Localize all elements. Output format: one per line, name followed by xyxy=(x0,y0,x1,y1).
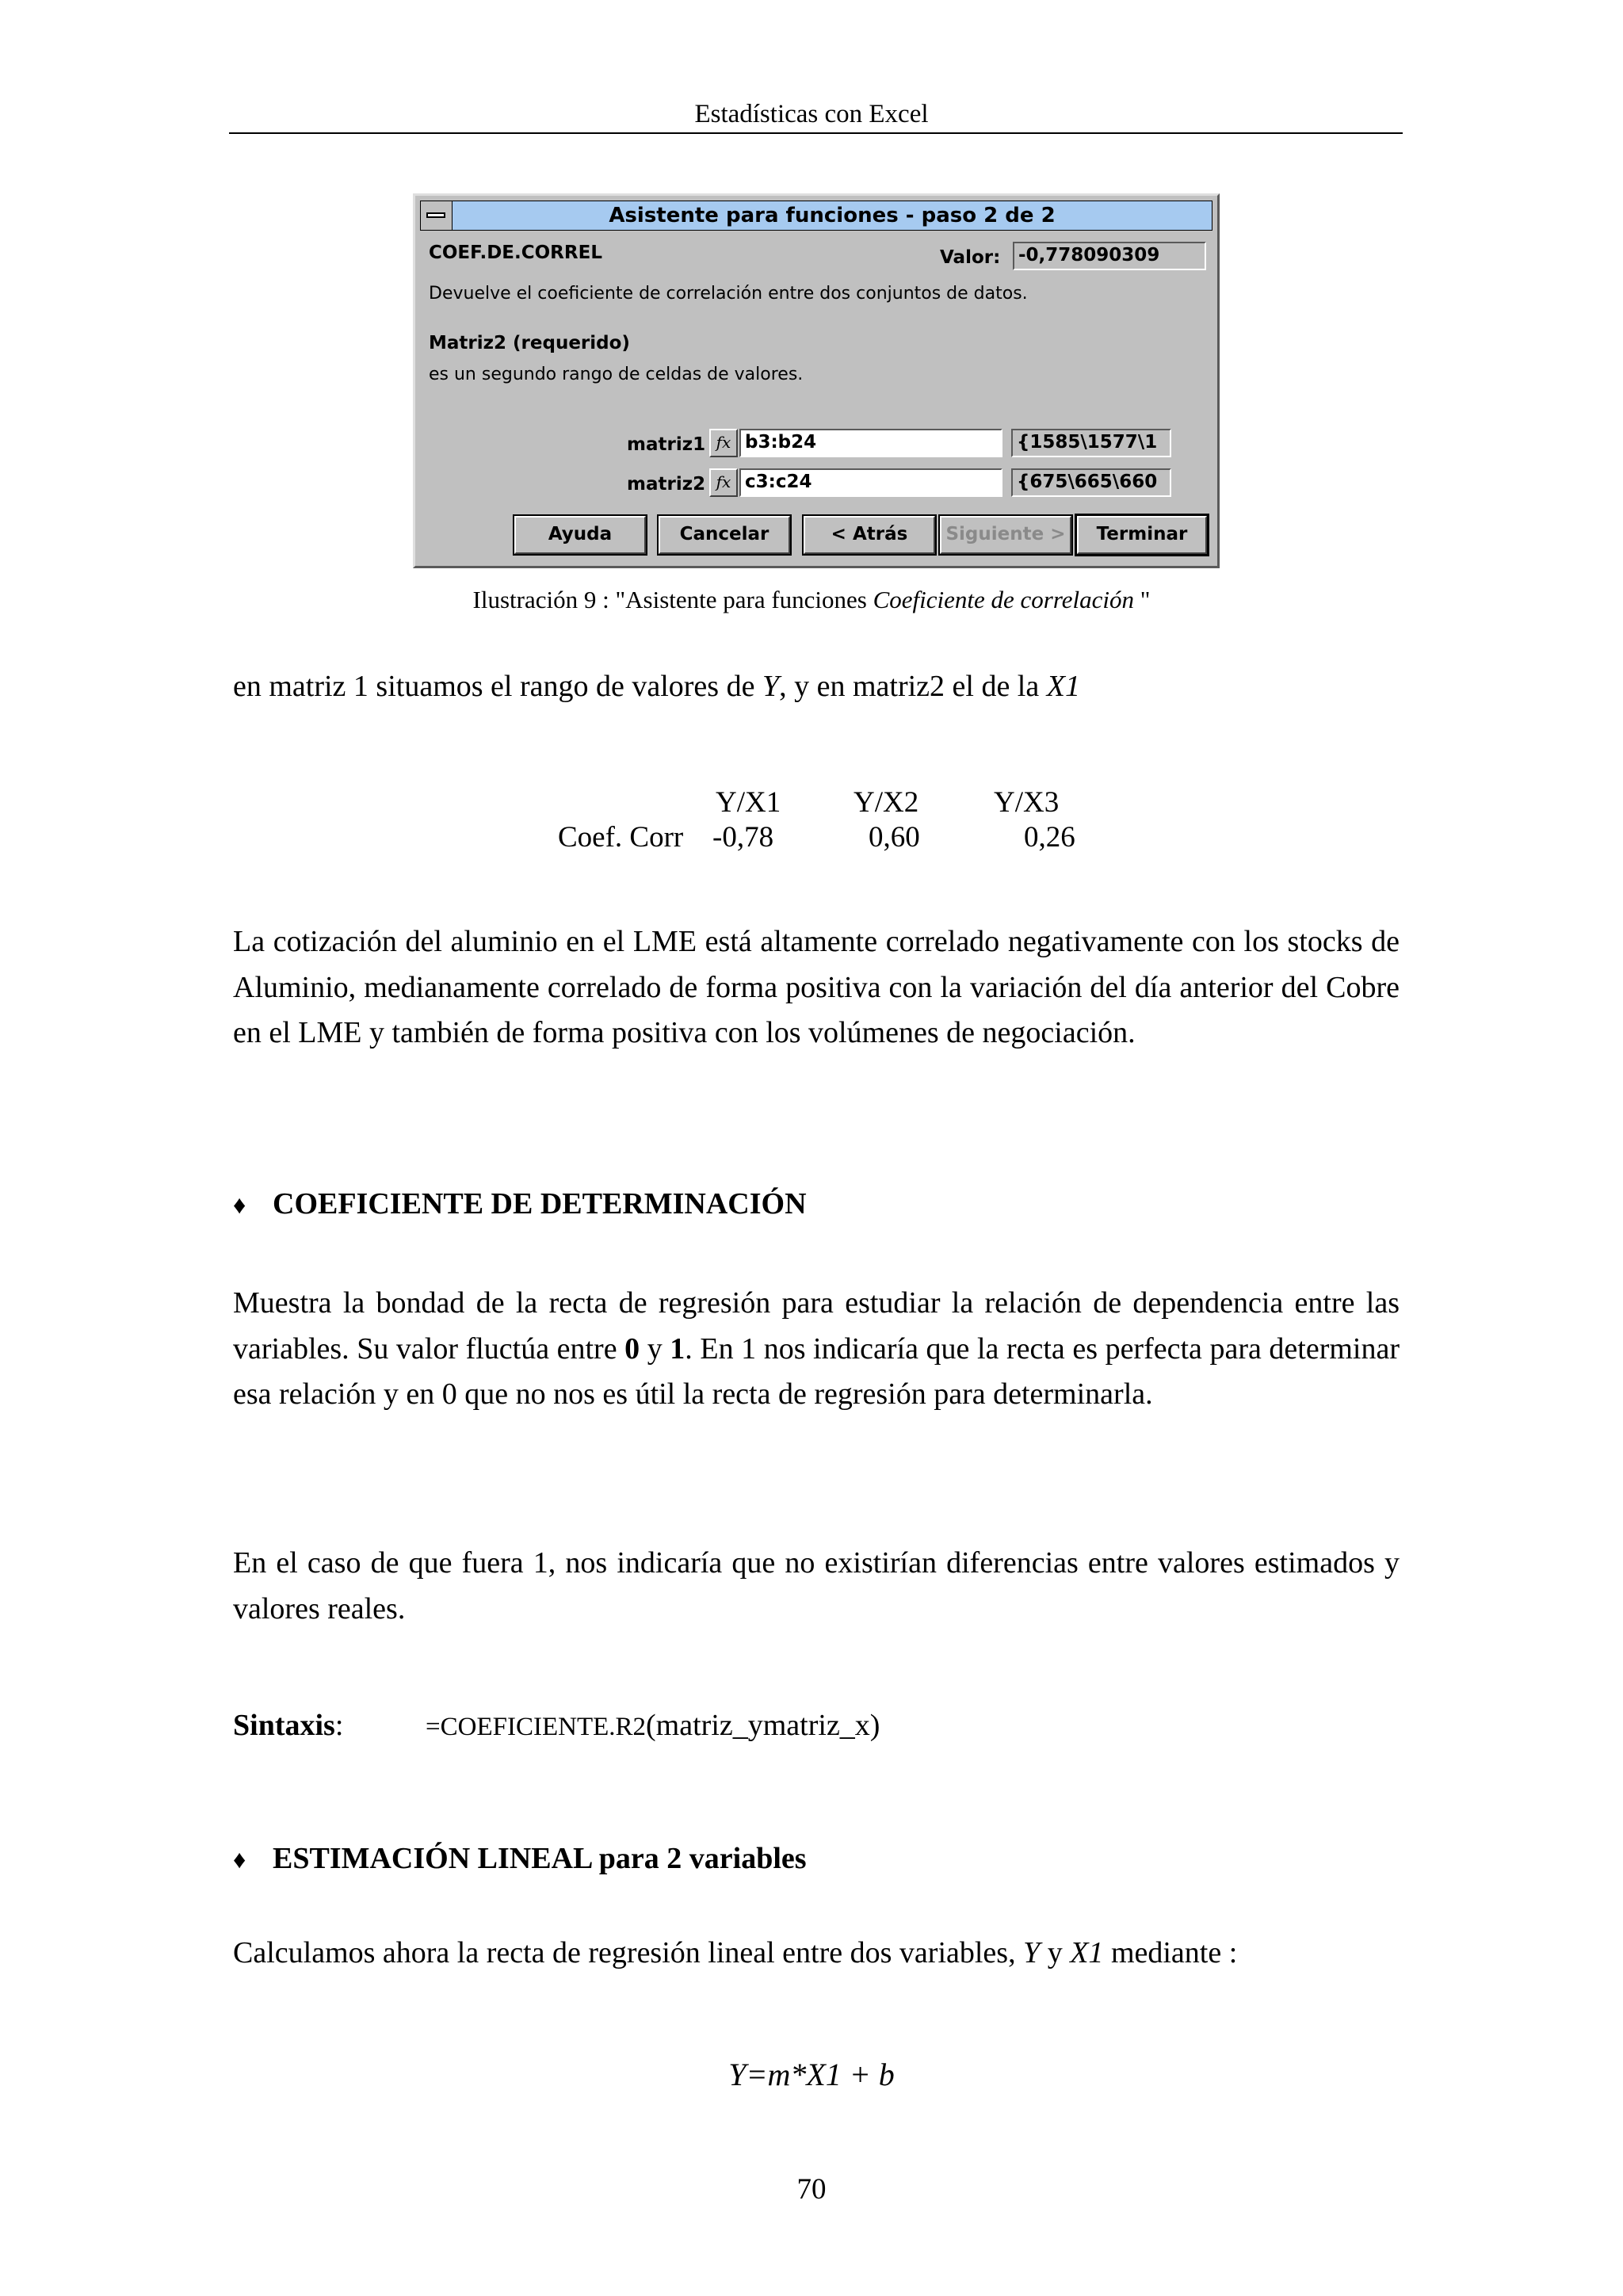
fx-icon[interactable]: fx xyxy=(709,468,738,497)
table-row-label: Coef. Corr xyxy=(558,821,684,854)
syntax-formula: =COEFICIENTE.R2(matriz_ymatriz_x) xyxy=(426,1709,880,1742)
matriz2-label: matriz2 xyxy=(627,474,706,495)
table-value-cell: -0,78 xyxy=(712,821,774,854)
back-button[interactable]: < Atrás xyxy=(803,515,936,555)
page-number: 70 xyxy=(796,2173,827,2206)
header-rule xyxy=(229,132,1403,134)
next-button[interactable]: Siguiente > xyxy=(939,515,1072,555)
table-value-cell: 0,26 xyxy=(1024,821,1075,854)
function-description: Devuelve el coeficiente de correlación entre dos conjuntos de datos. xyxy=(429,284,1028,304)
help-button[interactable]: Ayuda xyxy=(514,515,647,555)
matriz1-preview: {1585\1577\1 xyxy=(1011,429,1171,457)
regression-formula: Y=m*X1 + b xyxy=(728,2057,895,2092)
section-heading-determination: ♦ COEFICIENTE DE DETERMINACIÓN xyxy=(233,1187,807,1221)
table-value-cell: 0,60 xyxy=(869,821,920,854)
function-wizard-dialog xyxy=(413,193,1220,568)
dialog-title: Asistente para funciones - paso 2 de 2 xyxy=(609,204,1056,227)
system-menu-icon xyxy=(426,212,445,218)
matriz1-input[interactable]: b3:b24 xyxy=(739,429,1002,457)
paragraph-perfect-fit: En el caso de que fuera 1, nos indicaría que no existirían diferencias entre valores estimados y valores reales. xyxy=(233,1546,1400,1626)
fx-icon[interactable]: fx xyxy=(709,429,738,457)
diamond-bullet-icon: ♦ xyxy=(233,1190,246,1219)
matriz2-input[interactable]: c3:c24 xyxy=(739,468,1002,497)
diamond-bullet-icon: ♦ xyxy=(233,1845,246,1874)
syntax-label: Sintaxis: xyxy=(233,1709,344,1742)
matriz1-label: matriz1 xyxy=(627,434,706,455)
paragraph-determination: Muestra la bondad de la recta de regresión para estudiar la relación de dependencia entre las variables. Su valor fluctúa entre 0 y 1. En 1 nos indicaría que la recta es perfecta para determinar esa relación y en 0 que no nos es útil la recta de regresión para determinarla. xyxy=(233,1286,1400,1411)
section-heading-linear-estimation: ♦ ESTIMACIÓN LINEAL para 2 variables xyxy=(233,1842,807,1875)
table-header-cell: Y/X1 xyxy=(716,786,781,819)
paragraph-correlation-summary: La cotización del aluminio en el LME está altamente correlado negativamente con los stocks de Aluminio, medianamente correlado de forma positiva con la variación del día anterior del Cobre en el LME y también de forma positiva con los volúmenes de negociación. xyxy=(233,925,1400,1049)
function-name: COEF.DE.CORREL xyxy=(429,243,602,263)
system-menu-button[interactable] xyxy=(421,201,453,230)
finish-button[interactable]: Terminar xyxy=(1076,515,1208,555)
table-header-cell: Y/X3 xyxy=(994,786,1060,819)
running-header: Estadísticas con Excel xyxy=(694,100,929,128)
argument-description: es un segundo rango de celdas de valores. xyxy=(429,365,804,384)
cancel-button[interactable]: Cancelar xyxy=(658,515,791,555)
intro-paragraph: en matriz 1 situamos el rango de valores de Y, y en matriz2 el de la X1 xyxy=(233,670,1080,703)
figure-caption: Ilustración 9 : "Asistente para funciones Coeficiente de correlación " xyxy=(472,586,1151,613)
table-header-cell: Y/X2 xyxy=(854,786,919,819)
paragraph-regression-intro: Calculamos ahora la recta de regresión lineal entre dos variables, Y y X1 mediante : xyxy=(233,1936,1238,1969)
result-value: -0,778090309 xyxy=(1013,242,1206,270)
matriz2-preview: {675\665\660 xyxy=(1011,468,1171,497)
argument-name: Matriz2 (requerido) xyxy=(429,333,630,353)
value-label: Valor: xyxy=(940,247,1001,268)
dialog-titlebar xyxy=(420,201,1212,231)
